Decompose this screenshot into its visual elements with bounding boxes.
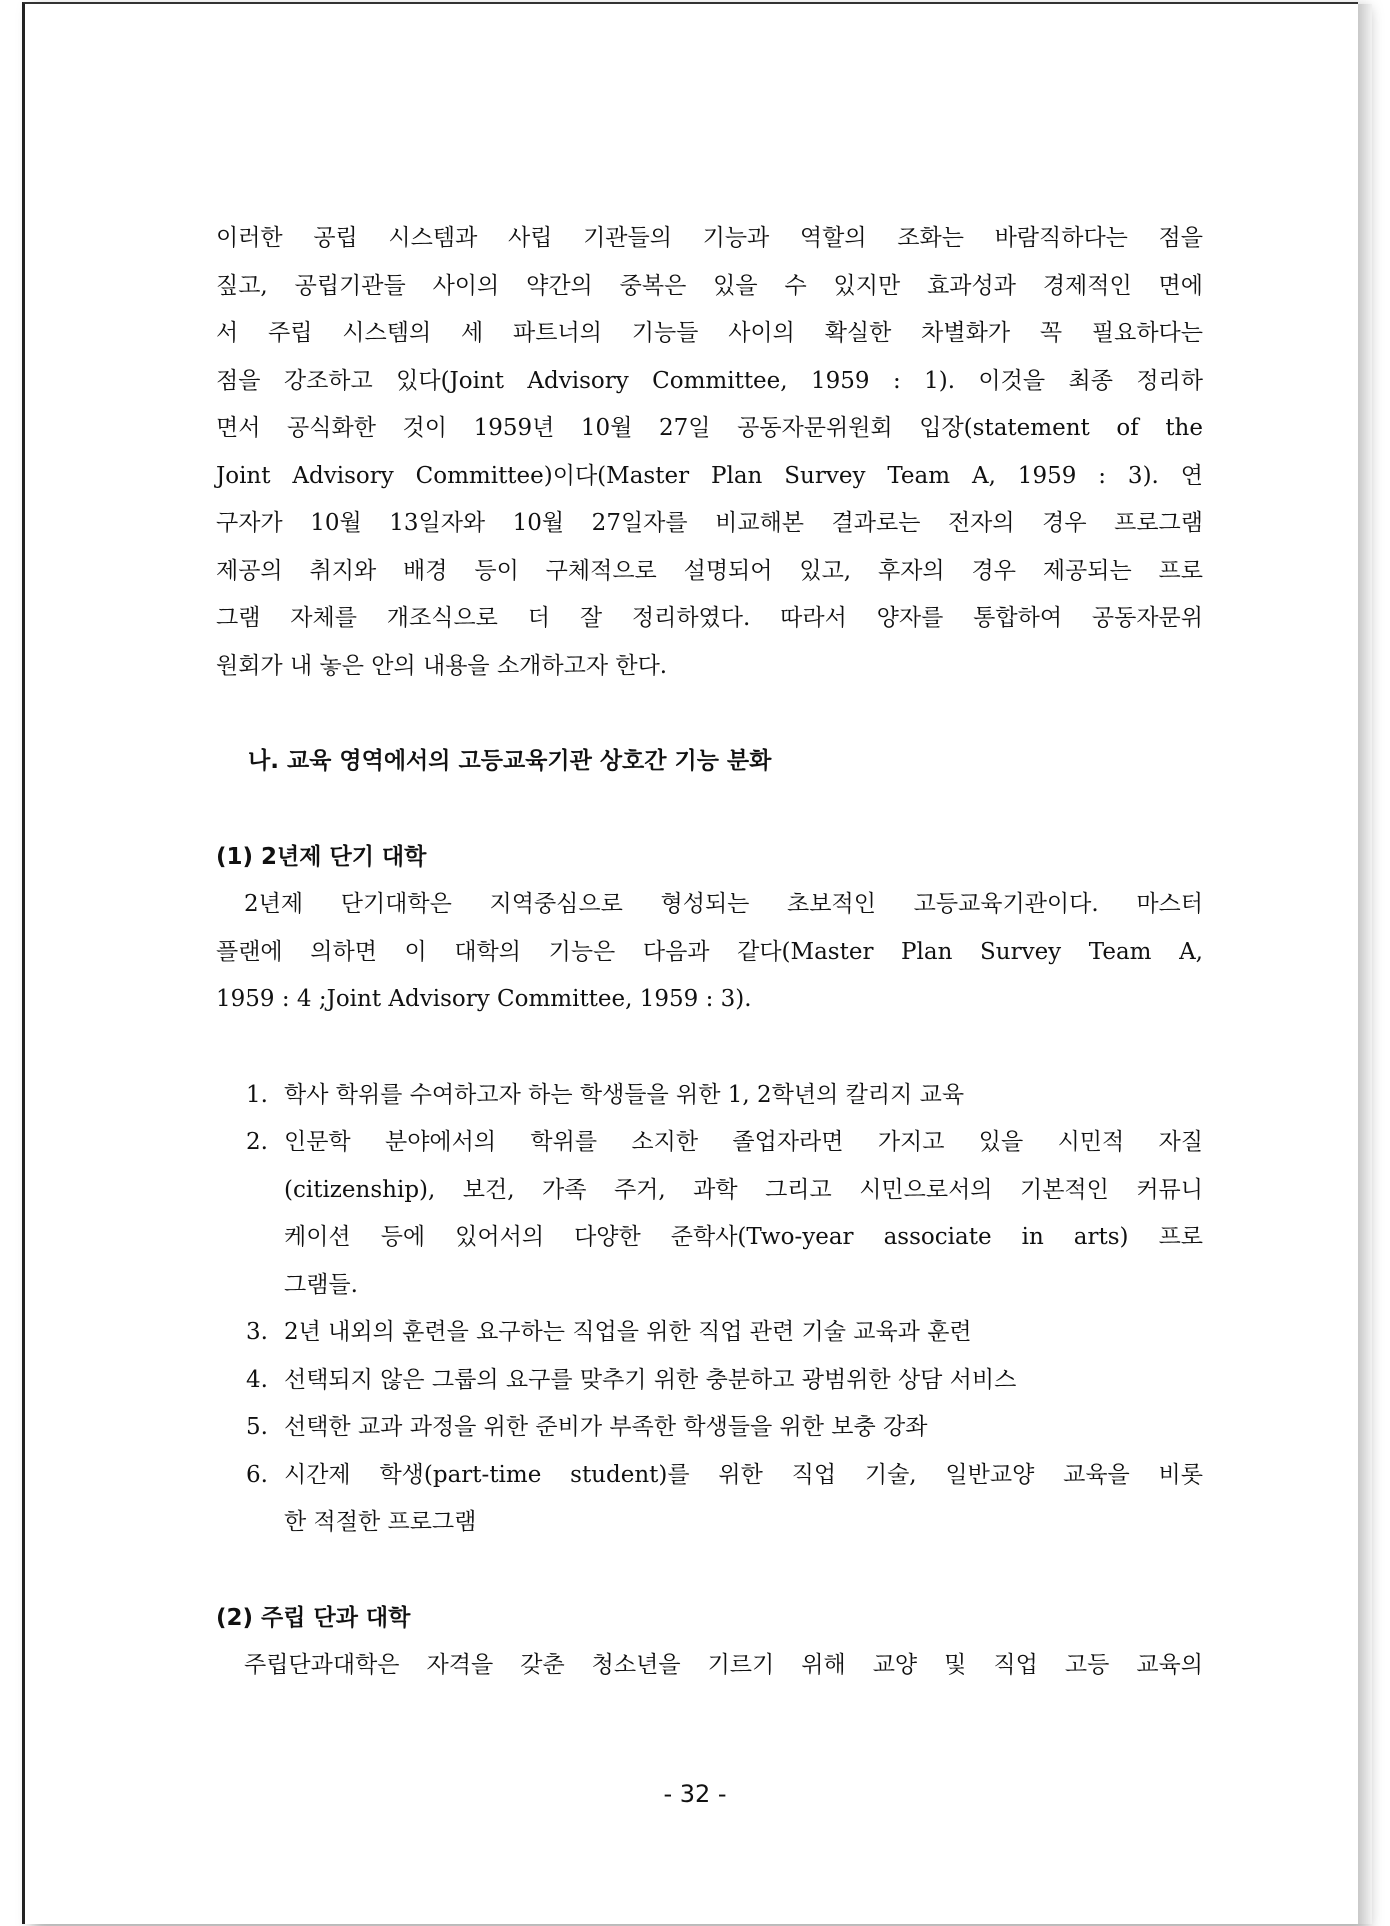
text-line: 플랜에 의하면 이 대학의 기능은 다음과 같다(Master Plan Survey Team A, [216, 938, 1203, 965]
intro-paragraph [216, 215, 1203, 690]
list-item-text: 인문학 분야에서의 학위를 소지한 졸업자라면 가지고 있을 시민적 자질 [284, 1129, 1203, 1155]
text-line: 구자가 10월 13일자와 10월 27일자를 비교해본 결과로는 전자의 경우 프로그램 [216, 510, 1203, 536]
list-item-text: 한 적절한 프로그램 [284, 1509, 477, 1535]
list-item [216, 1357, 1203, 1405]
list-item-text: 학사 학위를 수여하고자 하는 학생들을 위한 1, 2학년의 칼리지 교육 [284, 1081, 965, 1108]
text-line: 주립단과대학은 자격을 갖춘 청소년을 기르기 위해 교양 및 직업 고등 교육의 [244, 1652, 1203, 1678]
text-line: 원회가 내 놓은 안의 내용을 소개하고자 한다. [216, 652, 668, 679]
text-line: 2년제 단기대학은 지역중심으로 형성되는 초보적인 고등교육기관이다. 마스터 [244, 891, 1203, 917]
subsection-2-paragraph [216, 1642, 1203, 1690]
subsection-heading-2: (2) 주립 단과 대학 [216, 1604, 411, 1631]
subsection-heading-1: (1) 2년제 단기 대학 [216, 843, 427, 870]
list-item [216, 1119, 1203, 1309]
text-line: 제공의 취지와 배경 등이 구체적으로 설명되어 있고, 후자의 경우 제공되는 프로 [216, 557, 1203, 584]
text-line: 점을 강조하고 있다(Joint Advisory Committee, 1959 : 1). 이것을 최종 정리하 [216, 367, 1203, 394]
list-number: 5. [246, 1414, 268, 1440]
text-line: Joint Advisory Committee)이다(Master Plan Survey Team A, 1959 : 3). 연 [216, 462, 1203, 489]
text-line: 그램 자체를 개조식으로 더 잘 정리하였다. 따라서 양자를 통합하여 공동자문위 [216, 605, 1203, 631]
list-item-text: 케이션 등에 있어서의 다양한 준학사(Two-year associate in arts) 프로 [284, 1224, 1203, 1250]
list-number: 2. [246, 1129, 268, 1155]
list-item-text: 2년 내외의 훈련을 요구하는 직업을 위한 직업 관련 기술 교육과 훈련 [284, 1319, 972, 1345]
text-line: 1959 : 4 ;Joint Advisory Committee, 1959 : 3). [216, 986, 752, 1012]
page-number: - 32 - [663, 1780, 727, 1808]
list-item [216, 1404, 1203, 1452]
text-line: 짚고, 공립기관들 사이의 약간의 중복은 있을 수 있지만 효과성과 경제적인 면에 [216, 272, 1203, 299]
list-item-text: 시간제 학생(part-time student)를 위한 직업 기술, 일반교양 교육을 비롯 [284, 1461, 1203, 1488]
list-item-text: 그램들. [284, 1271, 358, 1298]
document-body [216, 215, 1203, 1690]
function-list [216, 1072, 1203, 1547]
list-number: 1. [246, 1081, 268, 1108]
text-line: 서 주립 시스템의 세 파트너의 기능들 사이의 확실한 차별화가 꼭 필요하다는 [216, 320, 1203, 346]
list-item [216, 1452, 1203, 1547]
list-item-text: 선택한 교과 과정을 위한 준비가 부족한 학생들을 위한 보충 강좌 [284, 1414, 928, 1440]
list-item-text: 선택되지 않은 그룹의 요구를 맞추기 위한 충분하고 광범위한 상담 서비스 [284, 1366, 1017, 1393]
list-item [216, 1309, 1203, 1357]
list-item-text: (citizenship), 보건, 가족 주거, 과학 그리고 시민으로서의 기본적인 커뮤니 [284, 1176, 1203, 1203]
list-number: 6. [246, 1461, 268, 1488]
text-line: 이러한 공립 시스템과 사립 기관들의 기능과 역할의 조화는 바람직하다는 점을 [216, 225, 1203, 251]
text-line: 면서 공식화한 것이 1959년 10월 27일 공동자문위원회 입장(statement of the [216, 415, 1203, 441]
list-number: 3. [246, 1319, 268, 1345]
list-item [216, 1072, 1203, 1120]
subsection-1-paragraph [216, 881, 1203, 1024]
section-heading-na: 나. 교육 영역에서의 고등교육기관 상호간 기능 분화 [248, 748, 772, 774]
list-number: 4. [246, 1366, 268, 1393]
